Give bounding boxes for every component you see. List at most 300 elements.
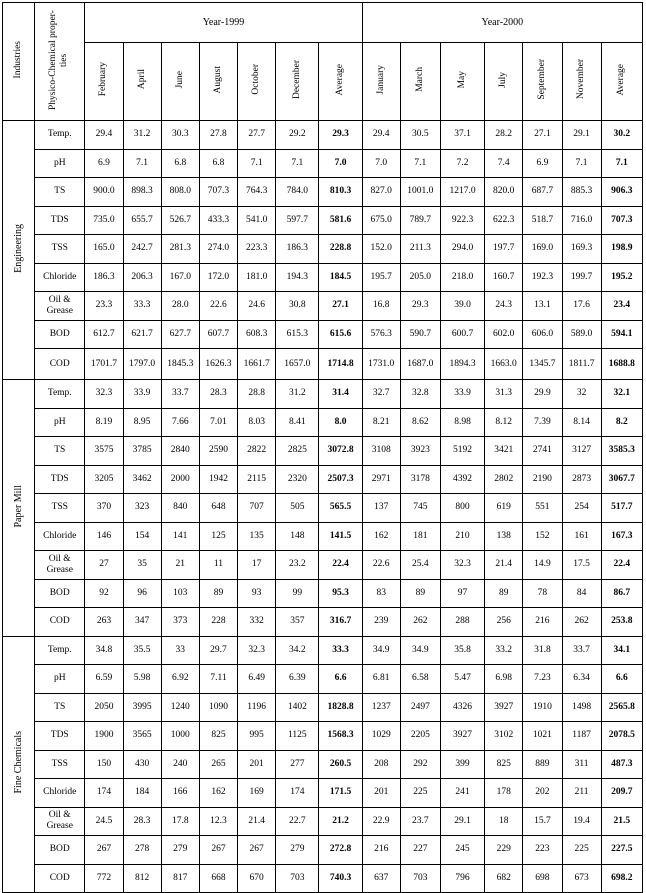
value-cell: 31.2: [123, 121, 161, 150]
value-cell: 148: [276, 522, 319, 551]
value-cell: 267: [238, 836, 276, 865]
value-cell: 33.2: [485, 636, 523, 665]
property-label: BOD: [35, 320, 85, 349]
value-cell: 7.4: [485, 149, 523, 178]
value-cell: 225: [400, 779, 440, 808]
value-cell: 35: [123, 551, 161, 580]
value-cell: 17: [238, 551, 276, 580]
value-cell: 1021: [523, 722, 562, 751]
value-cell: 22.9: [362, 807, 400, 836]
property-label: Oil & Grease: [35, 292, 85, 321]
value-cell: 279: [161, 836, 199, 865]
value-cell: 703: [400, 864, 440, 893]
value-cell: 33.7: [161, 380, 199, 409]
value-cell: 13.1: [523, 292, 562, 321]
value-cell: 825: [199, 722, 237, 751]
value-cell: 274.0: [199, 235, 237, 264]
table-row: [3, 149, 643, 178]
value-cell: 2971: [362, 465, 400, 494]
value-cell: 311: [562, 750, 601, 779]
average-cell: 3067.7: [601, 465, 642, 494]
value-cell: 621.7: [123, 320, 161, 349]
value-cell: 211: [562, 779, 601, 808]
value-cell: 1910: [523, 693, 562, 722]
value-cell: 6.92: [161, 665, 199, 694]
value-cell: 31.8: [523, 636, 562, 665]
value-cell: 357: [276, 608, 319, 637]
value-cell: 323: [123, 494, 161, 523]
property-label: TSS: [35, 235, 85, 264]
value-cell: 12.3: [199, 807, 237, 836]
value-cell: 15.7: [523, 807, 562, 836]
value-cell: 6.81: [362, 665, 400, 694]
header-property: Physico-Chemical proper-ties: [35, 3, 85, 121]
value-cell: 3923: [400, 437, 440, 466]
table-row: [3, 408, 643, 437]
property-label: TS: [35, 437, 85, 466]
value-cell: 3785: [123, 437, 161, 466]
value-cell: 900.0: [85, 178, 123, 207]
value-cell: 240: [161, 750, 199, 779]
value-cell: 820.0: [485, 178, 523, 207]
value-cell: 670: [238, 864, 276, 893]
property-label: Chloride: [35, 779, 85, 808]
value-cell: 615.3: [276, 320, 319, 349]
value-cell: 6.8: [199, 149, 237, 178]
value-cell: 33.9: [123, 380, 161, 409]
value-cell: 2822: [238, 437, 276, 466]
value-cell: 262: [562, 608, 601, 637]
value-cell: 1240: [161, 693, 199, 722]
value-cell: 526.7: [161, 206, 199, 235]
value-cell: 6.39: [276, 665, 319, 694]
value-cell: 518.7: [523, 206, 562, 235]
value-cell: 21.4: [238, 807, 276, 836]
value-cell: 294.0: [440, 235, 484, 264]
value-cell: 172.0: [199, 263, 237, 292]
average-cell: 86.7: [601, 579, 642, 608]
average-cell: 22.4: [319, 551, 362, 580]
table-row: [3, 349, 643, 380]
value-cell: 24.6: [238, 292, 276, 321]
header-month: August: [199, 43, 237, 121]
value-cell: 267: [199, 836, 237, 865]
value-cell: 2320: [276, 465, 319, 494]
value-cell: 3178: [400, 465, 440, 494]
value-cell: 195.7: [362, 263, 400, 292]
value-cell: 28.3: [199, 380, 237, 409]
value-cell: 1701.7: [85, 349, 123, 380]
value-cell: 137: [362, 494, 400, 523]
value-cell: 7.1: [238, 149, 276, 178]
header-month: February: [85, 43, 123, 121]
value-cell: 216: [362, 836, 400, 865]
value-cell: 2190: [523, 465, 562, 494]
header-month: June: [161, 43, 199, 121]
table-row: [3, 178, 643, 207]
average-cell: 272.8: [319, 836, 362, 865]
average-cell: 6.6: [319, 665, 362, 694]
value-cell: 2873: [562, 465, 601, 494]
value-cell: 17.8: [161, 807, 199, 836]
table-row: [3, 665, 643, 694]
value-cell: 211.3: [400, 235, 440, 264]
value-cell: 174: [276, 779, 319, 808]
value-cell: 223: [523, 836, 562, 865]
value-cell: 3205: [85, 465, 123, 494]
value-cell: 1811.7: [562, 349, 601, 380]
property-label: pH: [35, 665, 85, 694]
value-cell: 3108: [362, 437, 400, 466]
value-cell: 1029: [362, 722, 400, 751]
average-cell: 209.7: [601, 779, 642, 808]
value-cell: 32.3: [440, 551, 484, 580]
value-cell: 551: [523, 494, 562, 523]
average-cell: 2078.5: [601, 722, 642, 751]
header-year-1999: Year-1999: [85, 3, 362, 43]
value-cell: 242.7: [123, 235, 161, 264]
value-cell: 347: [123, 608, 161, 637]
value-cell: 162: [199, 779, 237, 808]
value-cell: 675.0: [362, 206, 400, 235]
average-cell: 6.6: [601, 665, 642, 694]
value-cell: 5192: [440, 437, 484, 466]
table-row: [3, 465, 643, 494]
value-cell: 141: [161, 522, 199, 551]
value-cell: 89: [400, 579, 440, 608]
value-cell: 35.5: [123, 636, 161, 665]
property-label: BOD: [35, 836, 85, 865]
value-cell: 607.7: [199, 320, 237, 349]
value-cell: 18: [485, 807, 523, 836]
header-month: October: [238, 43, 276, 121]
value-cell: 28.3: [123, 807, 161, 836]
value-cell: 606.0: [523, 320, 562, 349]
value-cell: 33.7: [562, 636, 601, 665]
value-cell: 150: [85, 750, 123, 779]
value-cell: 1687.0: [400, 349, 440, 380]
value-cell: 162: [362, 522, 400, 551]
value-cell: 2050: [85, 693, 123, 722]
value-cell: 8.62: [400, 408, 440, 437]
average-cell: 228.8: [319, 235, 362, 264]
average-cell: 7.0: [319, 149, 362, 178]
value-cell: 29.7: [199, 636, 237, 665]
table-row: [3, 864, 643, 893]
value-cell: 1663.0: [485, 349, 523, 380]
value-cell: 590.7: [400, 320, 440, 349]
value-cell: 8.21: [362, 408, 400, 437]
value-cell: 7.1: [562, 149, 601, 178]
property-label: Temp.: [35, 380, 85, 409]
value-cell: 23.2: [276, 551, 319, 580]
value-cell: 32.8: [400, 380, 440, 409]
value-cell: 32.3: [85, 380, 123, 409]
value-cell: 6.8: [161, 149, 199, 178]
table-row: [3, 320, 643, 349]
value-cell: 505: [276, 494, 319, 523]
value-cell: 24.3: [485, 292, 523, 321]
average-cell: 316.7: [319, 608, 362, 637]
average-cell: 171.5: [319, 779, 362, 808]
value-cell: 241: [440, 779, 484, 808]
value-cell: 23.7: [400, 807, 440, 836]
value-cell: 7.11: [199, 665, 237, 694]
value-cell: 216: [523, 608, 562, 637]
value-cell: 27.1: [523, 121, 562, 150]
value-cell: 99: [276, 579, 319, 608]
value-cell: 83: [362, 579, 400, 608]
value-cell: 21.4: [485, 551, 523, 580]
value-cell: 25.4: [400, 551, 440, 580]
table-row: [3, 836, 643, 865]
property-label: TSS: [35, 494, 85, 523]
average-cell: 22.4: [601, 551, 642, 580]
average-cell: 487.3: [601, 750, 642, 779]
average-cell: 253.8: [601, 608, 642, 637]
property-label: TS: [35, 693, 85, 722]
value-cell: 995: [238, 722, 276, 751]
value-cell: 225: [562, 836, 601, 865]
average-cell: 227.5: [601, 836, 642, 865]
data-table: [2, 2, 643, 893]
value-cell: 277: [276, 750, 319, 779]
value-cell: 19.4: [562, 807, 601, 836]
value-cell: 8.14: [562, 408, 601, 437]
value-cell: 698: [523, 864, 562, 893]
value-cell: 7.1: [123, 149, 161, 178]
value-cell: 34.2: [276, 636, 319, 665]
value-cell: 1797.0: [123, 349, 161, 380]
header-month: April: [123, 43, 161, 121]
value-cell: 3575: [85, 437, 123, 466]
value-cell: 789.7: [400, 206, 440, 235]
value-cell: 178: [485, 779, 523, 808]
value-cell: 2000: [161, 465, 199, 494]
value-cell: 181.0: [238, 263, 276, 292]
value-cell: 292: [400, 750, 440, 779]
header-month: Average: [601, 43, 642, 121]
value-cell: 254: [562, 494, 601, 523]
value-cell: 637: [362, 864, 400, 893]
value-cell: 89: [485, 579, 523, 608]
property-label: BOD: [35, 579, 85, 608]
value-cell: 5.47: [440, 665, 484, 694]
average-cell: 7.1: [601, 149, 642, 178]
value-cell: 3927: [485, 693, 523, 722]
value-cell: 8.41: [276, 408, 319, 437]
table-row: [3, 636, 643, 665]
value-cell: 239: [362, 608, 400, 637]
value-cell: 2497: [400, 693, 440, 722]
average-cell: 810.3: [319, 178, 362, 207]
value-cell: 373: [161, 608, 199, 637]
value-cell: 4392: [440, 465, 484, 494]
average-cell: 32.1: [601, 380, 642, 409]
value-cell: 210: [440, 522, 484, 551]
table-row: [3, 551, 643, 580]
value-cell: 7.66: [161, 408, 199, 437]
value-cell: 1402: [276, 693, 319, 722]
value-cell: 97: [440, 579, 484, 608]
value-cell: 201: [362, 779, 400, 808]
value-cell: 194.3: [276, 263, 319, 292]
value-cell: 1001.0: [400, 178, 440, 207]
average-cell: 1714.8: [319, 349, 362, 380]
property-label: TDS: [35, 465, 85, 494]
value-cell: 154: [123, 522, 161, 551]
value-cell: 267: [85, 836, 123, 865]
value-cell: 1196: [238, 693, 276, 722]
value-cell: 3102: [485, 722, 523, 751]
value-cell: 29.1: [562, 121, 601, 150]
value-cell: 796: [440, 864, 484, 893]
value-cell: 3995: [123, 693, 161, 722]
value-cell: 597.7: [276, 206, 319, 235]
value-cell: 2590: [199, 437, 237, 466]
table-row: [3, 494, 643, 523]
value-cell: 6.49: [238, 665, 276, 694]
value-cell: 2741: [523, 437, 562, 466]
value-cell: 31.3: [485, 380, 523, 409]
value-cell: 22.6: [199, 292, 237, 321]
value-cell: 3127: [562, 437, 601, 466]
value-cell: 181: [400, 522, 440, 551]
value-cell: 30.8: [276, 292, 319, 321]
value-cell: 1125: [276, 722, 319, 751]
table-row: [3, 292, 643, 321]
value-cell: 160.7: [485, 263, 523, 292]
value-cell: 33: [161, 636, 199, 665]
property-label: COD: [35, 349, 85, 380]
value-cell: 1345.7: [523, 349, 562, 380]
value-cell: 265: [199, 750, 237, 779]
value-cell: 6.34: [562, 665, 601, 694]
table-row: [3, 779, 643, 808]
value-cell: 33.9: [440, 380, 484, 409]
average-cell: 2565.8: [601, 693, 642, 722]
value-cell: 1626.3: [199, 349, 237, 380]
value-cell: 332: [238, 608, 276, 637]
average-cell: 21.2: [319, 807, 362, 836]
value-cell: 17.5: [562, 551, 601, 580]
average-cell: 1568.3: [319, 722, 362, 751]
value-cell: 784.0: [276, 178, 319, 207]
value-cell: 30.5: [400, 121, 440, 150]
value-cell: 89: [199, 579, 237, 608]
header-industries: Industries: [3, 3, 35, 121]
average-cell: 698.2: [601, 864, 642, 893]
value-cell: 174: [85, 779, 123, 808]
industry-label: Paper Mill: [3, 380, 35, 637]
average-cell: 198.9: [601, 235, 642, 264]
value-cell: 262: [400, 608, 440, 637]
value-cell: 263: [85, 608, 123, 637]
property-label: Chloride: [35, 522, 85, 551]
table-row: [3, 693, 643, 722]
table-row: [3, 380, 643, 409]
value-cell: 281.3: [161, 235, 199, 264]
property-label: Oil & Grease: [35, 551, 85, 580]
header-month: September: [523, 43, 562, 121]
value-cell: 1187: [562, 722, 601, 751]
value-cell: 205.0: [400, 263, 440, 292]
value-cell: 808.0: [161, 178, 199, 207]
value-cell: 682: [485, 864, 523, 893]
average-cell: 1828.8: [319, 693, 362, 722]
property-label: pH: [35, 408, 85, 437]
average-cell: 260.5: [319, 750, 362, 779]
value-cell: 29.4: [362, 121, 400, 150]
property-label: Temp.: [35, 636, 85, 665]
value-cell: 197.7: [485, 235, 523, 264]
property-label: TS: [35, 178, 85, 207]
average-cell: 740.3: [319, 864, 362, 893]
value-cell: 201: [238, 750, 276, 779]
value-cell: 32.3: [238, 636, 276, 665]
value-cell: 1090: [199, 693, 237, 722]
value-cell: 245: [440, 836, 484, 865]
industry-label: Fine Chemicals: [3, 636, 35, 893]
average-cell: 195.2: [601, 263, 642, 292]
value-cell: 7.1: [276, 149, 319, 178]
value-cell: 24.5: [85, 807, 123, 836]
value-cell: 167.0: [161, 263, 199, 292]
value-cell: 1845.3: [161, 349, 199, 380]
value-cell: 619: [485, 494, 523, 523]
value-cell: 146: [85, 522, 123, 551]
average-cell: 21.5: [601, 807, 642, 836]
value-cell: 34.9: [400, 636, 440, 665]
property-label: Temp.: [35, 121, 85, 150]
average-cell: 8.0: [319, 408, 362, 437]
value-cell: 735.0: [85, 206, 123, 235]
value-cell: 28.0: [161, 292, 199, 321]
header-month: March: [400, 43, 440, 121]
value-cell: 27.7: [238, 121, 276, 150]
value-cell: 29.1: [440, 807, 484, 836]
value-cell: 433.3: [199, 206, 237, 235]
value-cell: 223.3: [238, 235, 276, 264]
value-cell: 541.0: [238, 206, 276, 235]
value-cell: 32: [562, 380, 601, 409]
value-cell: 39.0: [440, 292, 484, 321]
value-cell: 169.0: [523, 235, 562, 264]
value-cell: 138: [485, 522, 523, 551]
value-cell: 6.9: [85, 149, 123, 178]
value-cell: 29.2: [276, 121, 319, 150]
value-cell: 169.3: [562, 235, 601, 264]
value-cell: 16.8: [362, 292, 400, 321]
value-cell: 2825: [276, 437, 319, 466]
value-cell: 103: [161, 579, 199, 608]
value-cell: 192.3: [523, 263, 562, 292]
value-cell: 827.0: [362, 178, 400, 207]
value-cell: 21: [161, 551, 199, 580]
value-cell: 608.3: [238, 320, 276, 349]
value-cell: 1661.7: [238, 349, 276, 380]
industry-label: Engineering: [3, 121, 35, 380]
value-cell: 186.3: [85, 263, 123, 292]
average-cell: 8.2: [601, 408, 642, 437]
value-cell: 34.8: [85, 636, 123, 665]
value-cell: 35.8: [440, 636, 484, 665]
property-label: Oil & Grease: [35, 807, 85, 836]
value-cell: 6.58: [400, 665, 440, 694]
value-cell: 184: [123, 779, 161, 808]
value-cell: 430: [123, 750, 161, 779]
value-cell: 772: [85, 864, 123, 893]
